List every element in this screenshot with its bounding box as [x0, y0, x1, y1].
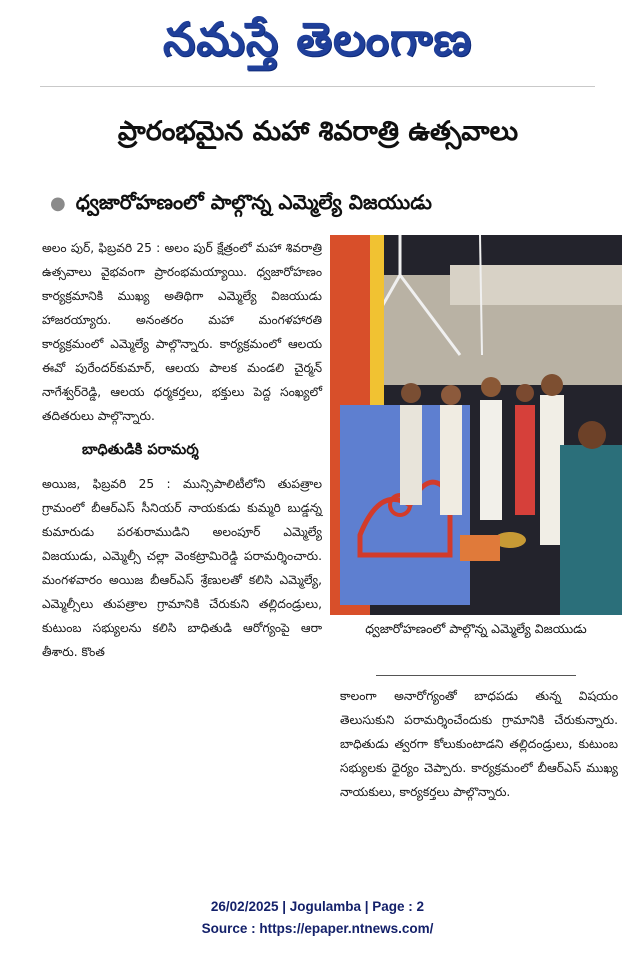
article-headline: ప్రారంభమైన మహా శివరాత్రి ఉత్సవాలు [117, 116, 519, 147]
right-column [340, 684, 618, 804]
article-paragraph-2: అయిజ, ఫిబ్రవరి 25 : మున్సిపాలిటీలోని తుపత్రాల గ్రామంలో బీఆర్‌ఎస్ సీనియర్ నాయకుడు కుమ్మరి బుడ్డన్న కుమారుడు పరశురాముడిని అలంపూర్ ఎమ్మెల్యే విజయుడు, ఎమ్మెల్సీ చల్లా వెంకట్రామిరెడ్డి పరామర్శించారు. మంగళవారం అయిజ బీఆర్‌ఎస్ శ్రేణులతో కలిసి ఎమ్మెల్యే, ఎమ్మెల్సీలు తుపత్రాల గ్రామానికి చేరుకుని తల్లిదండ్రులు, కుటుంబ సభ్యులను కలిసి బాధితుడి ఆరోగ్యంపై ఆరా తీశారు. కొంత [42, 477, 322, 659]
photo-illustration [330, 235, 622, 615]
caption-divider [376, 675, 576, 676]
article-photo [330, 235, 622, 615]
page-footer [0, 896, 635, 940]
footer-date-line: 26/02/2025 | Jogulamba | Page : 2 [210, 899, 425, 914]
masthead-divider [40, 86, 595, 87]
article-subheadline [50, 185, 610, 219]
photo-caption: ధ్వజారోహణంలో పాల్గొన్న ఎమ్మెల్యే విజయుడు [365, 621, 587, 636]
left-column [42, 236, 322, 664]
section-heading: బాధితుడికి పరామర్శ [82, 442, 199, 458]
subhead-text: ధ్వజారోహణంలో పాల్గొన్న ఎమ్మెల్యే విజయుడు [75, 190, 432, 214]
bullet-icon: ● [50, 193, 66, 214]
footer-source-line: Source : https://epaper.ntnews.com/ [201, 921, 434, 936]
article-paragraph-1: అలం పుర్, ఫిబ్రవరి 25 : అలం పుర్ క్షేత్రంలో మహా శివరాత్రి ఉత్సవాలు వైభవంగా ప్రారంభమయ్యాయి. ధ్వజారోహణం కార్యక్రమానికి ముఖ్య అతిథిగా ఎమ్మెల్యే విజయుడు హాజరయ్యారు. అనంతరం మహా మంగళహారతి కార్యక్రమంలో ఎమ్మెల్యే పాల్గొన్నారు. కార్యక్రమంలో ఆలయ ఈవో పురేందర్‌కుమార్, ఆలయ పాలక మండలి చైర్మన్ నాగేశ్వర్‌రెడ్డి, ఆలయ ధర్మకర్తలు, భక్తులు పెద్ద సంఖ్యలో తదితరులు పాల్గొన్నారు. [42, 241, 322, 423]
newspaper-masthead: నమస్తే తెలంగాణ [162, 12, 473, 66]
article-paragraph-3: కాలంగా అనారోగ్యంతో బాధపడు తున్న విషయం తెలుసుకుని పరామర్శించేందుకు గ్రామానికి చేరుకున్నారు. బాధితుడు త్వరగా కోలుకుంటాడని తల్లిదండ్రులు, కుటుంబ సభ్యులకు ధైర్యం చెప్పారు. కార్యక్రమంలో బీఆర్‌ఎస్ ముఖ్య నాయకులు, కార్యకర్తలు పాల్గొన్నారు. [340, 689, 618, 799]
